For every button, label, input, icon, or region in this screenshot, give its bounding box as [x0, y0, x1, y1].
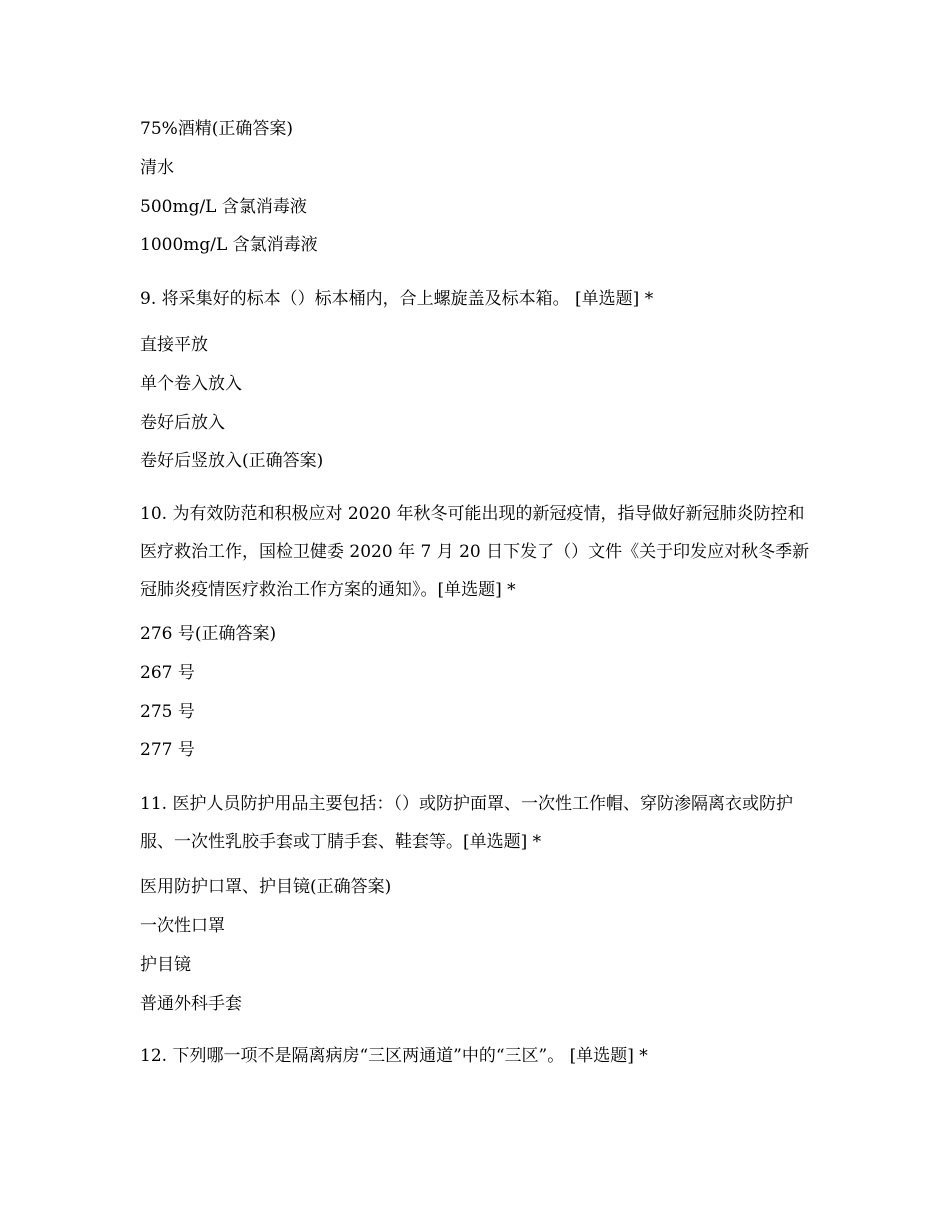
option-q11-b: 一次性口罩	[140, 916, 225, 936]
question-10: 10. 为有效防范和积极应对 2020 年秋冬可能出现的新冠疫情，指导做好新冠肺炎防控和医疗救治工作，国检卫健委 2020 年 7 月 20 日下发了（）文件《关于印发应对秋冬季新冠肺炎疫情医疗救治工作方案的通知》。[单选题] *	[140, 504, 810, 600]
option-q9-b: 单个卷入放入	[140, 374, 242, 394]
option-q9-a: 直接平放	[140, 335, 208, 355]
question-12: 12. 下列哪一项不是隔离病房“三区两通道”中的“三区”。 [单选题] *	[140, 1046, 648, 1066]
option-q8-a: 75%酒精(正确答案)	[140, 119, 294, 139]
option-q10-c: 275 号	[140, 702, 195, 722]
option-q8-d: 1000mg/L 含氯消毒液	[140, 235, 318, 255]
option-q10-a: 276 号(正确答案)	[140, 624, 277, 644]
option-q11-a: 医用防护口罩、护目镜(正确答案)	[140, 877, 392, 897]
option-q11-d: 普通外科手套	[140, 994, 242, 1014]
option-q8-b: 清水	[140, 158, 174, 178]
option-q10-d: 277 号	[140, 740, 195, 760]
question-9: 9. 将采集好的标本（）标本桶内，合上螺旋盖及标本箱。 [单选题] *	[140, 289, 654, 309]
option-q8-c: 500mg/L 含氯消毒液	[140, 197, 307, 217]
option-q10-b: 267 号	[140, 663, 195, 683]
option-q11-c: 护目镜	[140, 955, 191, 975]
question-11: 11. 医护人员防护用品主要包括：（）或防护面罩、一次性工作帽、穿防渗隔离衣或防护服、一次性乳胶手套或丁腈手套、鞋套等。[单选题] *	[140, 794, 793, 852]
option-q9-d: 卷好后竖放入(正确答案)	[140, 451, 324, 471]
option-q9-c: 卷好后放入	[140, 413, 225, 433]
